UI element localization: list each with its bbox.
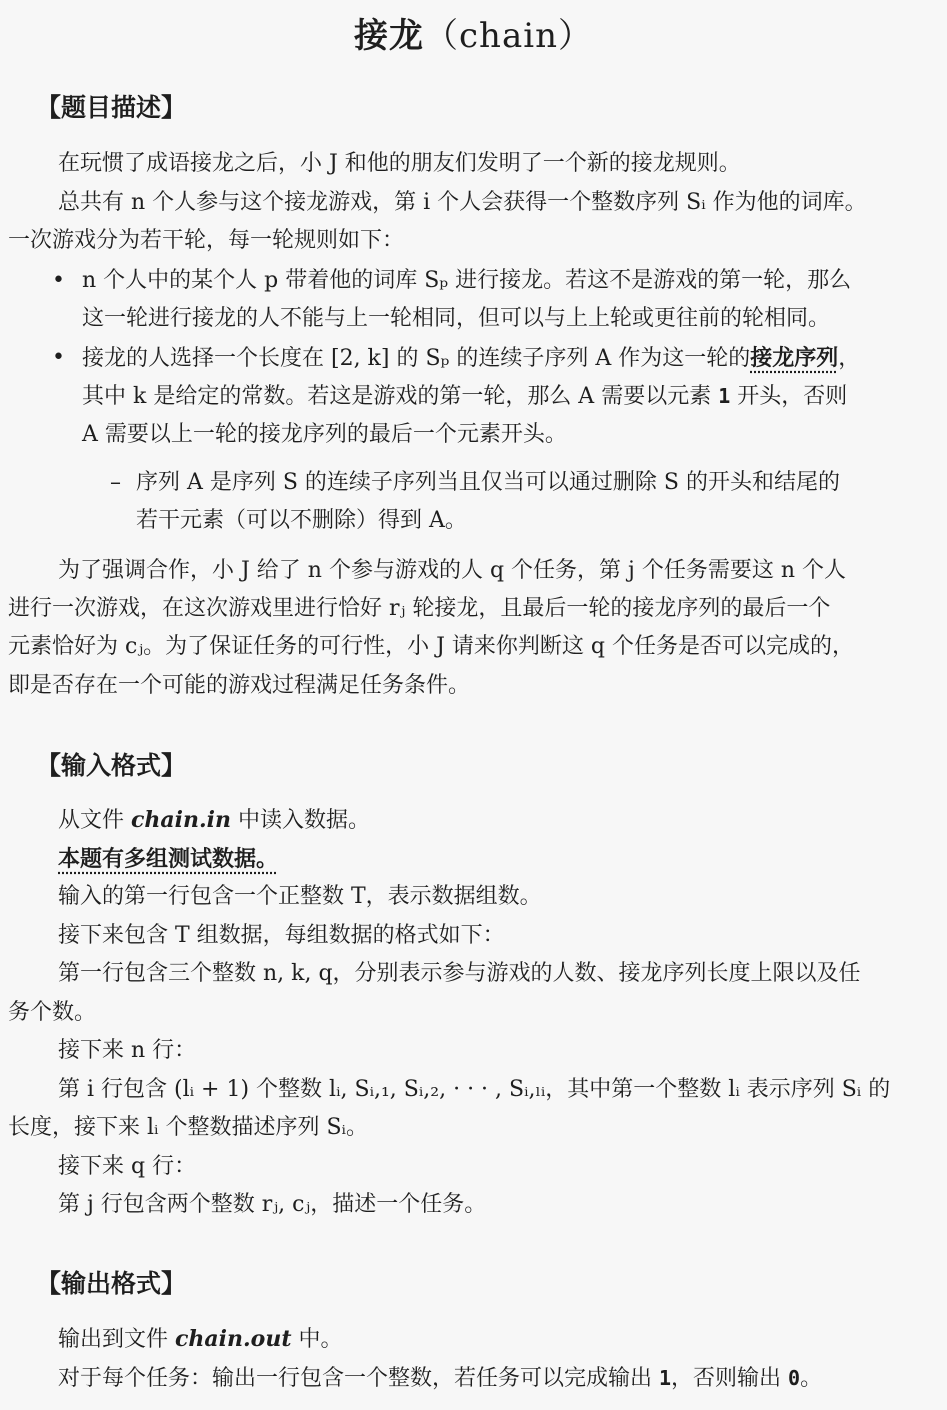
input-heading: 【输入格式】	[36, 751, 187, 780]
bullet-2-text: 接龙的人选择一个长度在 [2, k] 的 Sₚ 的连续子序列 A 作为这一轮的	[82, 346, 751, 371]
output-line-2-mid: ，否则输出	[671, 1366, 789, 1391]
bullet-1-line-1: n 个人中的某个人 p 带着他的词库 Sₚ 进行接龙。若这不是游戏的第一轮，那么	[82, 268, 852, 293]
output-line-2-tail: 。	[800, 1366, 823, 1391]
input-line-3: 输入的第一行包含一个正整数 T，表示数据组数。	[58, 884, 542, 909]
input-line-5: 第一行包含三个整数 n, k, q，分别表示参与游戏的人数、接龙序列长度上限以及任	[58, 961, 861, 986]
page-title	[0, 10, 947, 62]
input-line-4: 接下来包含 T 组数据，每组数据的格式如下：	[58, 923, 505, 948]
input-line-5-cont: 务个数。	[8, 1000, 97, 1025]
bullet-1-line-2: 这一轮进行接龙的人不能与上一轮相同，但可以与上上轮或更往前的轮相同。	[82, 306, 831, 331]
bullet-dot-1: •	[52, 268, 65, 293]
description-paragraph-3-line-1: 为了强调合作，小 J 给了 n 个参与游戏的人 q 个任务，第 j 个任务需要这 n 个人	[58, 558, 846, 583]
bullet-dot-2: •	[52, 345, 65, 370]
input-line-9: 第 j 行包含两个整数 rⱼ, cⱼ，描述一个任务。	[58, 1192, 487, 1217]
description-paragraph-3-line-4: 即是否存在一个可能的游戏过程满足任务条件。	[8, 673, 471, 698]
input-line-6: 接下来 n 行：	[58, 1038, 197, 1063]
input-filename: chain.in	[131, 807, 232, 833]
output-zero-code: 0	[788, 1366, 801, 1390]
bullet-2-punct: ，	[838, 346, 861, 371]
description-paragraph-2-line-2: 一次游戏分为若干轮，每一轮规则如下：	[8, 228, 405, 253]
bullet-2-line-3: A 需要以上一轮的接龙序列的最后一个元素开头。	[82, 422, 567, 447]
sub-bullet-line-2: 若干元素（可以不删除）得到 A。	[136, 508, 467, 533]
element-one-code: 1	[718, 384, 731, 408]
output-line-1-tail: 中。	[291, 1327, 343, 1352]
input-line-1-text: 从文件	[58, 808, 131, 833]
output-heading: 【输出格式】	[36, 1269, 187, 1298]
title-chinese: 接龙	[354, 16, 424, 56]
input-line-1-tail: 中读入数据。	[231, 808, 371, 833]
description-paragraph-3-line-3: 元素恰好为 cⱼ。为了保证任务的可行性，小 J 请来你判断这 q 个任务是否可以完成的，	[8, 634, 855, 659]
output-one-code: 1	[659, 1366, 672, 1390]
title-latin: （chain）	[424, 16, 593, 56]
output-line-1	[58, 1320, 343, 1359]
description-paragraph-1: 在玩惯了成语接龙之后，小 J 和他的朋友们发明了一个新的接龙规则。	[58, 151, 741, 176]
bullet-2-line-2-text: 其中 k 是给定的常数。若这是游戏的第一轮，那么 A 需要以元素	[82, 384, 719, 409]
output-line-1-text: 输出到文件	[58, 1327, 175, 1352]
input-line-8: 接下来 q 行：	[58, 1154, 197, 1179]
output-line-2	[58, 1359, 822, 1398]
bullet-2-line-2	[82, 377, 847, 416]
input-line-7-cont: 长度，接下来 lᵢ 个整数描述序列 Sᵢ。	[8, 1115, 368, 1140]
chain-sequence-term: 接龙序列	[750, 345, 839, 371]
input-line-multi-test: 本题有多组测试数据。	[58, 846, 279, 872]
bullet-2-line-1	[82, 339, 860, 378]
description-paragraph-3-line-2: 进行一次游戏，在这次游戏里进行恰好 rⱼ 轮接龙，且最后一轮的接龙序列的最后一个	[8, 596, 831, 621]
sub-bullet-dash: –	[110, 470, 121, 495]
description-paragraph-2-line-1: 总共有 n 个人参与这个接龙游戏，第 i 个人会获得一个整数序列 Sᵢ 作为他的词库。	[58, 190, 867, 215]
sub-bullet-line-1: 序列 A 是序列 S 的连续子序列当且仅当可以通过删除 S 的开头和结尾的	[136, 470, 840, 495]
description-heading: 【题目描述】	[36, 93, 187, 122]
bullet-2-line-2-tail: 开头，否则	[730, 384, 848, 409]
input-line-7: 第 i 行包含 (lᵢ + 1) 个整数 lᵢ, Sᵢ,₁, Sᵢ,₂, · · · , Sᵢ,ₗᵢ，其中第一个整数 lᵢ 表示序列 Sᵢ 的	[58, 1077, 891, 1102]
output-filename: chain.out	[175, 1326, 292, 1352]
output-line-2-text: 对于每个任务：输出一行包含一个整数，若任务可以完成输出	[58, 1366, 659, 1391]
input-line-1	[58, 801, 370, 840]
